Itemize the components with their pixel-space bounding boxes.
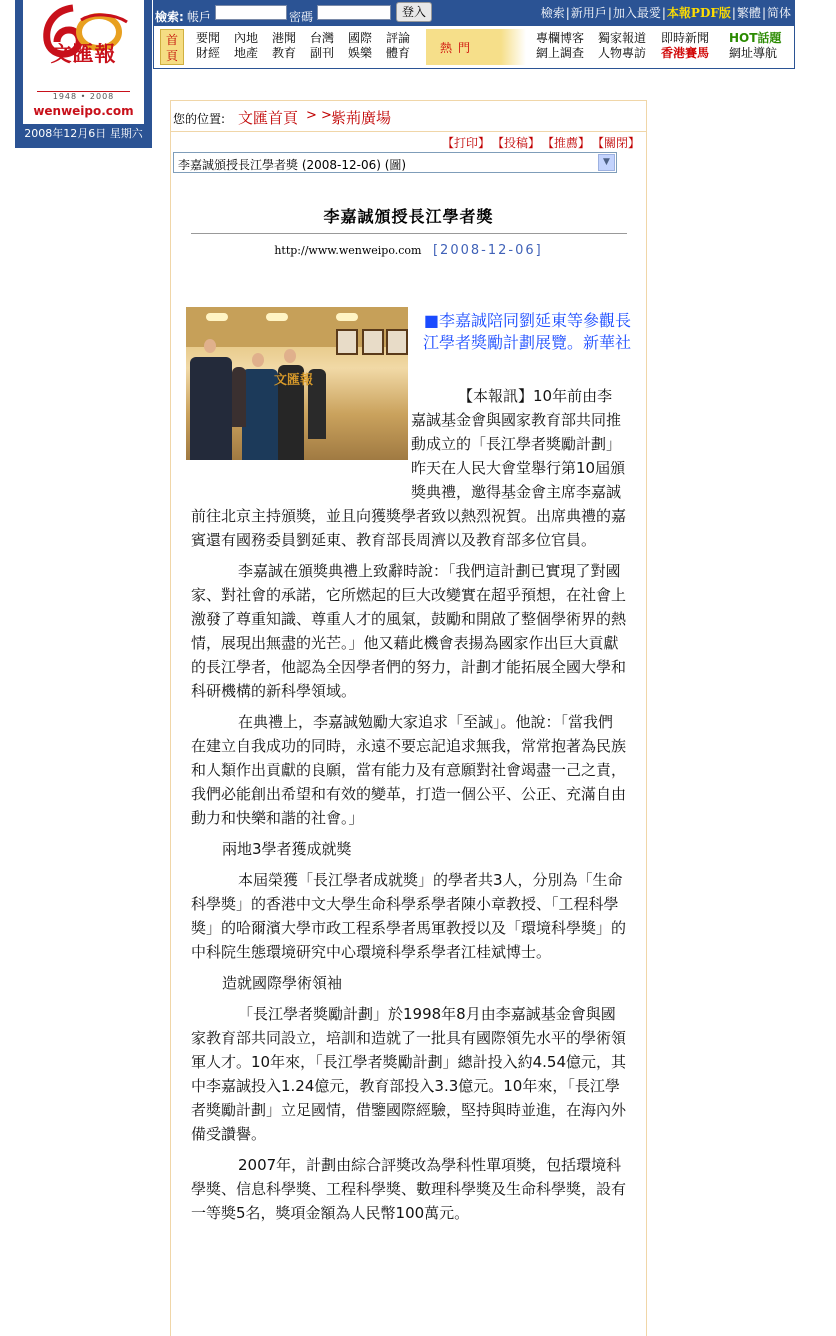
nav-item[interactable]: 評論 bbox=[385, 31, 410, 45]
hot-tab-label: 熱門 bbox=[440, 41, 477, 55]
breadcrumb-home-link[interactable]: 文匯首頁 bbox=[238, 109, 299, 127]
nav-item[interactable]: 內地 bbox=[233, 31, 258, 45]
password-label: 密碼 bbox=[289, 10, 314, 24]
nav-right-col-3 bbox=[661, 31, 709, 61]
source-url[interactable]: http://www.wenweipo.com bbox=[274, 244, 422, 257]
nav-item[interactable]: 體育 bbox=[385, 46, 410, 60]
breadcrumb-current-link[interactable]: 紫荊廣場 bbox=[331, 109, 392, 127]
nav-home-button[interactable] bbox=[160, 29, 184, 65]
article-subheading: 兩地3學者獲成就獎 bbox=[222, 840, 352, 858]
nav-item[interactable]: 台灣 bbox=[309, 31, 334, 45]
toplink-search[interactable]: 檢索 bbox=[540, 6, 565, 20]
article-tools bbox=[434, 134, 640, 151]
nav-item[interactable]: 國際 bbox=[347, 31, 372, 45]
account-input[interactable] bbox=[215, 5, 287, 20]
nav-item-hot-topics[interactable]: HOT話題 bbox=[729, 31, 782, 45]
logo-panel bbox=[15, 0, 152, 148]
article-paragraph: 在典禮上，李嘉誠勉勵大家追求「至誠」。他說：「當我們在建立自我成功的同時，永遠不要忘記追求無我，常常抱著為民族和人類作出貢獻的良願，當有能力及有意願對社會竭盡一己之責，我們必能創出希望和有效的變革，打造一個公平、公正、充滿自由動力和快樂和諧的社會。」 bbox=[191, 713, 627, 827]
nav-item[interactable]: 教育 bbox=[271, 46, 296, 60]
nav-right-col-1 bbox=[536, 31, 584, 61]
toplink-simplified[interactable]: 简体 bbox=[766, 6, 791, 20]
nav-item-interview[interactable]: 人物專訪 bbox=[598, 46, 647, 60]
nav-right-col-4 bbox=[729, 31, 781, 61]
logo-years: 1948 • 2008 bbox=[52, 92, 115, 101]
recommend-link[interactable]: 【推薦】 bbox=[547, 136, 590, 150]
nav-item[interactable]: 港聞 bbox=[271, 31, 296, 45]
article-title: 李嘉誠頒授長江學者獎 bbox=[323, 207, 494, 226]
close-link[interactable]: 【關閉】 bbox=[597, 136, 640, 150]
nav-item-exclusive[interactable]: 獨家報道 bbox=[598, 31, 647, 45]
nav-item-online-survey[interactable]: 網上調查 bbox=[536, 46, 585, 60]
article-paragraph: 本屆榮獲「長江學者成就獎」的學者共3人，分別為「生命科學獎」的香港中文大學生命科學系學者陳小章教授、「工程科學獎」的哈爾濱大學市政工程系學者馬軍教授以及「環境科學獎」的中科院生態環境研究中心環境科學系學者江桂斌博士。 bbox=[191, 871, 627, 961]
title-divider bbox=[191, 233, 627, 234]
article-paragraph: 2007年，計劃由綜合評獎改為學科性單項獎，包括環境科學獎、信息科學獎、工程科學獎、數理科學獎及生命科學獎，設有一等獎5名，獎項金額為人民幣100萬元。 bbox=[191, 1156, 627, 1222]
article-source bbox=[171, 243, 646, 258]
nav-item-instant-news[interactable]: 即時新聞 bbox=[661, 31, 710, 45]
article-select[interactable] bbox=[173, 152, 617, 173]
logo[interactable] bbox=[23, 0, 144, 124]
breadcrumb-label: 您的位置: bbox=[173, 112, 226, 126]
nav-right-col-2 bbox=[598, 31, 646, 61]
logo-name: 文匯報 bbox=[50, 41, 117, 66]
top-login-bar bbox=[153, 0, 795, 26]
top-links: 檢索|新用戶|加入最愛|本報PDF版|繁體|简体 bbox=[540, 6, 791, 20]
article-paragraph: 「長江學者獎勵計劃」於1998年8月由李嘉誠基金會與國家教育部共同設立，培訓和造就了一批具有國際領先水平的學術領軍人才。10年來，「長江學者獎勵計劃」總計投入約4.54億元，其中李嘉誠投入1.24億元，教育部投入3.3億元。10年來，「長江學者獎勵計劃」立足國情，借鑒國際經驗，堅持與時並進，在海內外備受讚譽。 bbox=[191, 1005, 627, 1143]
article-paragraph: 李嘉誠在頒獎典禮上致辭時說：「我們這計劃已實現了對國家、對社會的承諾，它所燃起的巨大改變實在超乎預想，在社會上激發了尊重知識、尊重人才的風氣，鼓勵和開啟了整個學術界的熱情，展現出無盡的光芒。」他又藉此機會表揚為國家作出巨大貢獻的長江學者，他認為全因學者們的努力，計劃才能拓展全國大學和科研機構的新科學領域。 bbox=[191, 562, 627, 700]
toplink-add-favorite[interactable]: 加入最愛 bbox=[612, 6, 661, 20]
print-link[interactable]: 【打印】 bbox=[441, 136, 490, 150]
article-subheading: 造就國際學術領袖 bbox=[222, 974, 343, 992]
breadcrumb bbox=[171, 100, 646, 132]
nav-item[interactable]: 娛樂 bbox=[347, 46, 372, 60]
nav-item[interactable]: 要聞 bbox=[195, 31, 220, 45]
main-nav bbox=[153, 26, 795, 69]
submit-link[interactable]: 【投稿】 bbox=[497, 136, 540, 150]
password-input[interactable] bbox=[317, 5, 391, 20]
toplink-new-user[interactable]: 新用戶 bbox=[570, 6, 607, 20]
search-label: 檢索: bbox=[155, 10, 184, 24]
logo-url: wenweipo.com bbox=[33, 104, 134, 118]
article-paragraph: 【本報訊】10年前由李嘉誠基金會與國家教育部共同推動成立的「長江學者獎勵計劃」昨天在人民大會堂舉行第10屆頒獎典禮，邀得基金會主席李嘉誠前往北京主持頒獎，並且向獲獎學者致以熱烈祝賀。出席典禮的嘉賓還有國務委員劉延東、教育部長周濟以及教育部多位官員。 bbox=[191, 387, 627, 549]
nav-item[interactable]: 副刊 bbox=[309, 46, 334, 60]
photo-watermark: 文匯報 bbox=[274, 373, 314, 388]
article-date: [2008-12-06] bbox=[432, 243, 543, 258]
nav-item[interactable]: 財經 bbox=[195, 46, 220, 60]
breadcrumb-separator: > > bbox=[306, 108, 332, 123]
nav-home-label-2: 頁 bbox=[165, 49, 178, 63]
article-select-value: 李嘉誠頒授長江學者獎 (2008-12-06) (圖) bbox=[178, 158, 407, 172]
nav-home-label-1: 首 bbox=[165, 33, 178, 47]
toplink-traditional[interactable]: 繁體 bbox=[736, 6, 761, 20]
toplink-pdf-edition[interactable]: 本報PDF版 bbox=[666, 6, 731, 20]
chevron-down-icon[interactable]: ▼ bbox=[598, 154, 615, 171]
photo-caption: ■李嘉誠陪同劉延東等參觀長江學者獎勵計劃展覽。新華社 bbox=[422, 311, 631, 352]
content-column bbox=[170, 100, 647, 1336]
nav-item-horse-racing[interactable]: 香港賽馬 bbox=[661, 46, 710, 60]
account-label: 帳戶 bbox=[187, 10, 212, 24]
current-date: 2008年12月6日 星期六 bbox=[24, 127, 143, 140]
article-body bbox=[191, 384, 627, 1232]
nav-item-url-guide[interactable]: 網址導航 bbox=[729, 46, 778, 60]
nav-item-column-blog[interactable]: 專欄博客 bbox=[536, 31, 585, 45]
login-button[interactable]: 登入 bbox=[396, 2, 432, 22]
nav-item[interactable]: 地產 bbox=[233, 46, 258, 60]
hot-tab[interactable] bbox=[426, 29, 526, 65]
